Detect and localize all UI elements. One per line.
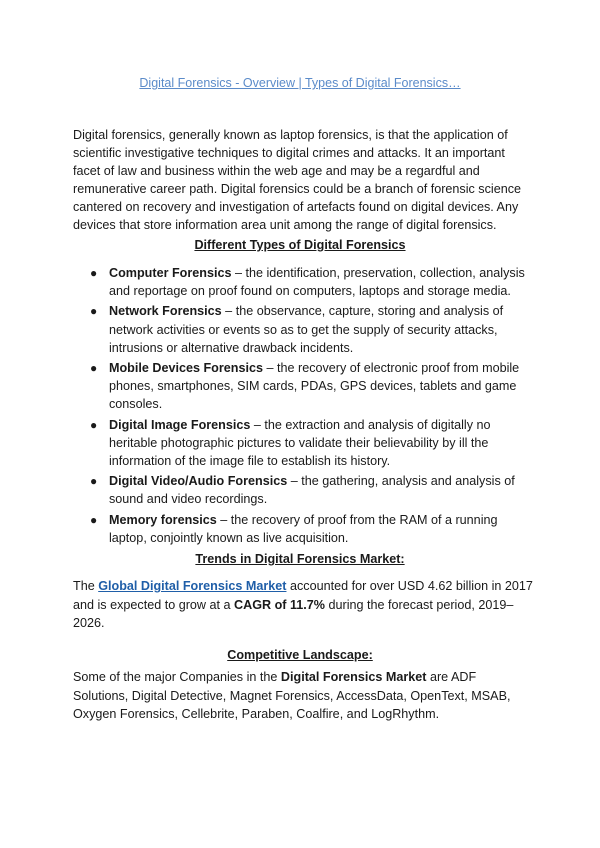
trends-text-mid: accounted for over USD 4.62 billion in 2017 and is expected to grow at a — [73, 579, 533, 612]
competitive-text-pre: Some of the major Companies in the — [73, 670, 281, 684]
list-item-term: Computer Forensics — [109, 266, 232, 280]
list-item-term: Digital Image Forensics — [109, 417, 251, 432]
list-item-desc: – the observance, capture, storing and analysis of network activities or events so as to get the supply of security attacks, intrusions or alternative drawback incidents. — [109, 304, 504, 355]
page-title[interactable]: Digital Forensics - Overview | Types of Digital Forensics… — [139, 76, 461, 90]
list-item-desc: – the recovery of electronic proof from mobile phones, smartphones, SIM cards, PDAs, GPS devices, tablets and game consoles. — [109, 361, 520, 412]
types-heading: Different Types of Digital Forensics — [194, 238, 406, 252]
competitive-market-name: Digital Forensics Market — [280, 670, 427, 684]
list-item — [90, 416, 529, 471]
competitive-paragraph — [73, 668, 533, 724]
list-item-term: Network Forensics — [109, 304, 222, 319]
trends-heading: Trends in Digital Forensics Market: — [195, 552, 405, 566]
competitive-text-post: are ADF Solutions, Digital Detective, Magnet Forensics, AccessData, OpenText, MSAB, Oxygen Forensics, Cellebrite, Paraben, Coalfire, and LogRhythm. — [73, 670, 511, 721]
list-item — [90, 264, 529, 300]
bullet-icon: ● — [90, 361, 98, 376]
intro-paragraph: Digital forensics, generally known as laptop forensics, is that the application of scientific investigative techniques to digital crimes and attacks. It an important facet of law and business within the web age and may be a regardful and remunerative career path. Digital forensics could be a branch of forensic science cantered on recovery and investigation of artefacts found on digital devices. Any devices that store information area unit among the range of digital forensics. — [73, 128, 522, 232]
forensics-types-list — [90, 264, 529, 549]
list-item — [90, 302, 529, 357]
list-item-term: Memory forensics — [109, 512, 217, 527]
competitive-heading: Competitive Landscape: — [227, 648, 373, 662]
list-item — [90, 511, 529, 547]
bullet-icon: ● — [90, 417, 98, 432]
cagr-value: CAGR of 11.7% — [234, 597, 326, 612]
list-item-desc: – the recovery of proof from the RAM of a running laptop, conjointly known as live acquisition. — [109, 512, 498, 545]
bullet-icon: ● — [90, 266, 98, 280]
bullet-icon: ● — [90, 474, 98, 489]
market-report-link[interactable]: Global Digital Forensics Market — [98, 579, 287, 593]
trends-paragraph — [73, 577, 533, 633]
list-item-desc: – the extraction and analysis of digitally no heritable photographic pictures to validate their believability by ill the information of the image file to establish its history. — [109, 417, 491, 469]
list-item-term: Digital Video/Audio Forensics — [109, 474, 288, 489]
list-item-term: Mobile Devices Forensics — [109, 361, 263, 376]
bullet-icon: ● — [90, 512, 98, 527]
bullet-icon: ● — [90, 304, 98, 319]
list-item-desc: – the gathering, analysis and analysis of sound and video recordings. — [109, 474, 515, 507]
list-item — [90, 472, 529, 508]
list-item-desc: – the identification, preservation, collection, analysis and reportage on proof found on computers, laptops and storage media. — [109, 266, 525, 299]
trends-text-post: during the forecast period, 2019–2026. — [73, 597, 514, 630]
trends-text-pre: The — [73, 579, 99, 593]
list-item — [90, 359, 529, 414]
